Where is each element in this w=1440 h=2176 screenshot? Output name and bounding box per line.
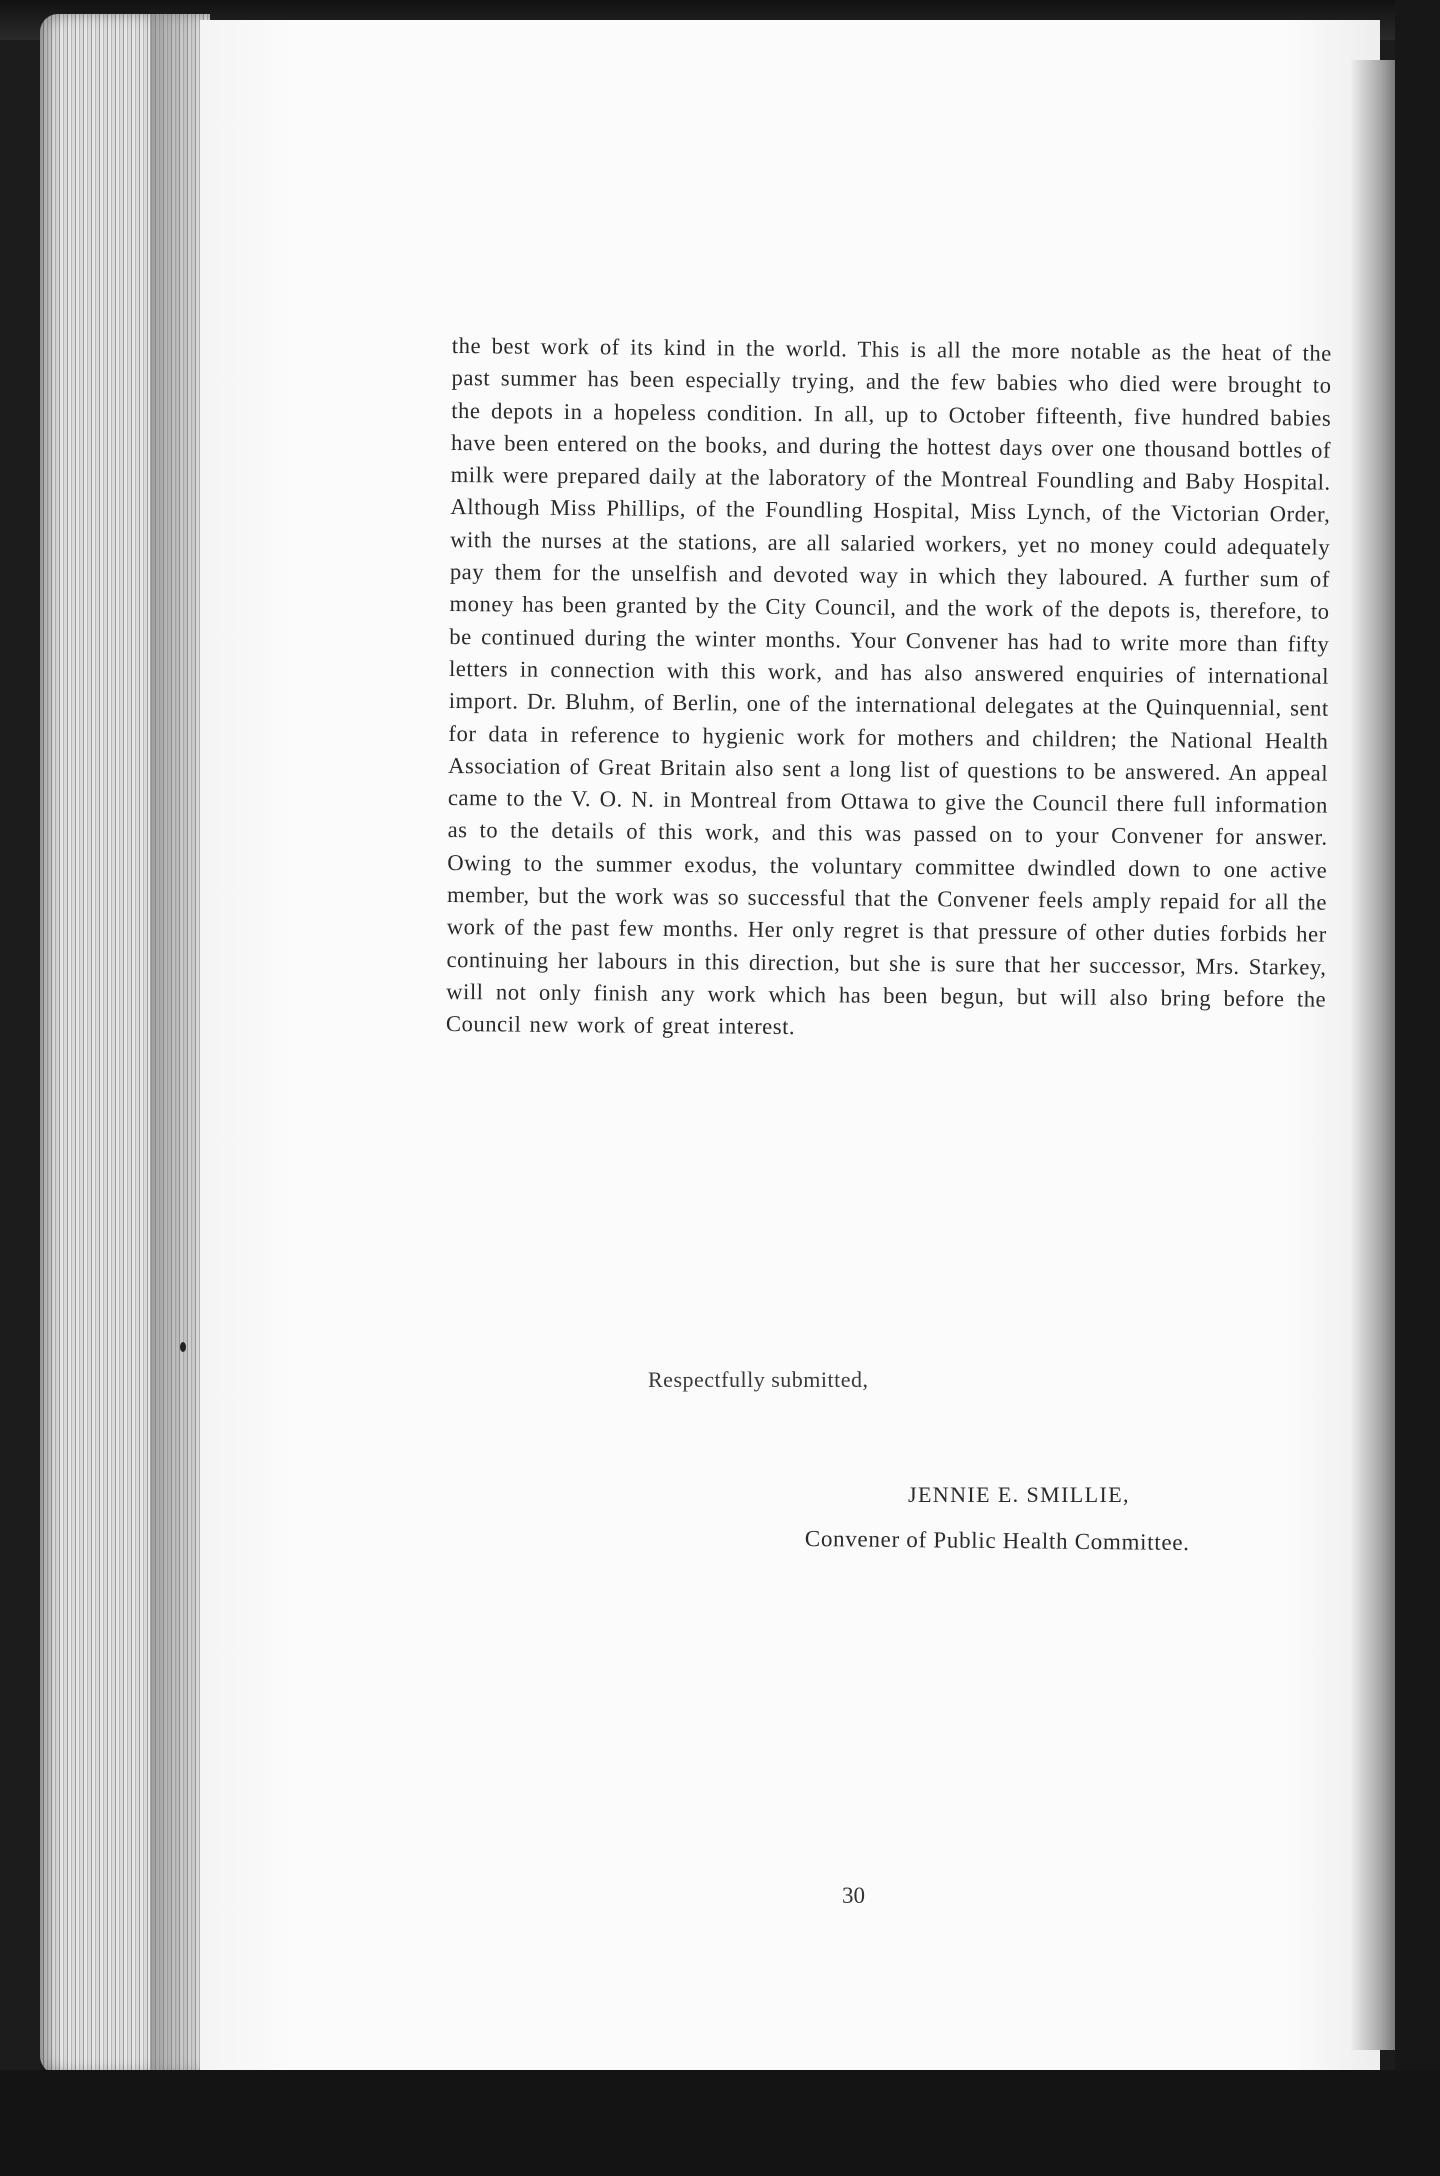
page-gutter-shadow xyxy=(1350,60,1400,2050)
closing-line: Respectfully submitted, xyxy=(648,1367,869,1392)
scan-background-bottom xyxy=(0,2070,1440,2176)
scan-background-right xyxy=(1395,0,1440,2176)
signer-title: Convener of Public Health Committee. xyxy=(804,1526,1190,1556)
page-number: 30 xyxy=(842,1883,865,1908)
ink-speck xyxy=(180,1342,186,1352)
report-body-paragraph: the best work of its kind in the world. This is all the more notable as the heat of the past summer has been especially trying, and the few babies who died were brought to the depots in a hopeless condition. In all, up to October fifteenth, five hundred babies have been entered on the books, and during the hottest days over one thousand bottles of milk were prepared daily at the laboratory of the Montreal Foundling and Baby Hospital. Although Miss Phillips, of the Foundling Hospital, Miss Lynch, of the Victorian Order, with the nurses at the stations, are all salaried workers, yet no money could adequately pay them for the unselfish and devoted way in which they laboured. A further sum of money has been granted by the City Council, and the work of the depots is, therefore, to be continued during the winter months. Your Convener has had to write more than fifty letters in connection with this work, and has also answered enquiries of international import. Dr. Bluhm, of Berlin, one of the international delegates at the Quinquennial, sent for data in reference to hygienic work for mothers and children; the National Health Association of Great Britain also sent a long list of questions to be answered. An appeal came to the V. O. N. in Montreal from Ottawa to give the Council there full information as to the details of this work, and this was passed on to your Convener for answer. Owing to the summer exodus, the voluntary committee dwindled down to one active member, but the work was so successful that the Convener feels amply repaid for all the work of the past few months. Her only regret is that pressure of other duties forbids her continuing her labours in this direction, but she is sure that her successor, Mrs. Starkey, will not only finish any work which has been begun, but will also bring before the Council new work of great interest. xyxy=(445,332,1332,1040)
signer-name: JENNIE E. SMILLIE, xyxy=(908,1482,1130,1507)
